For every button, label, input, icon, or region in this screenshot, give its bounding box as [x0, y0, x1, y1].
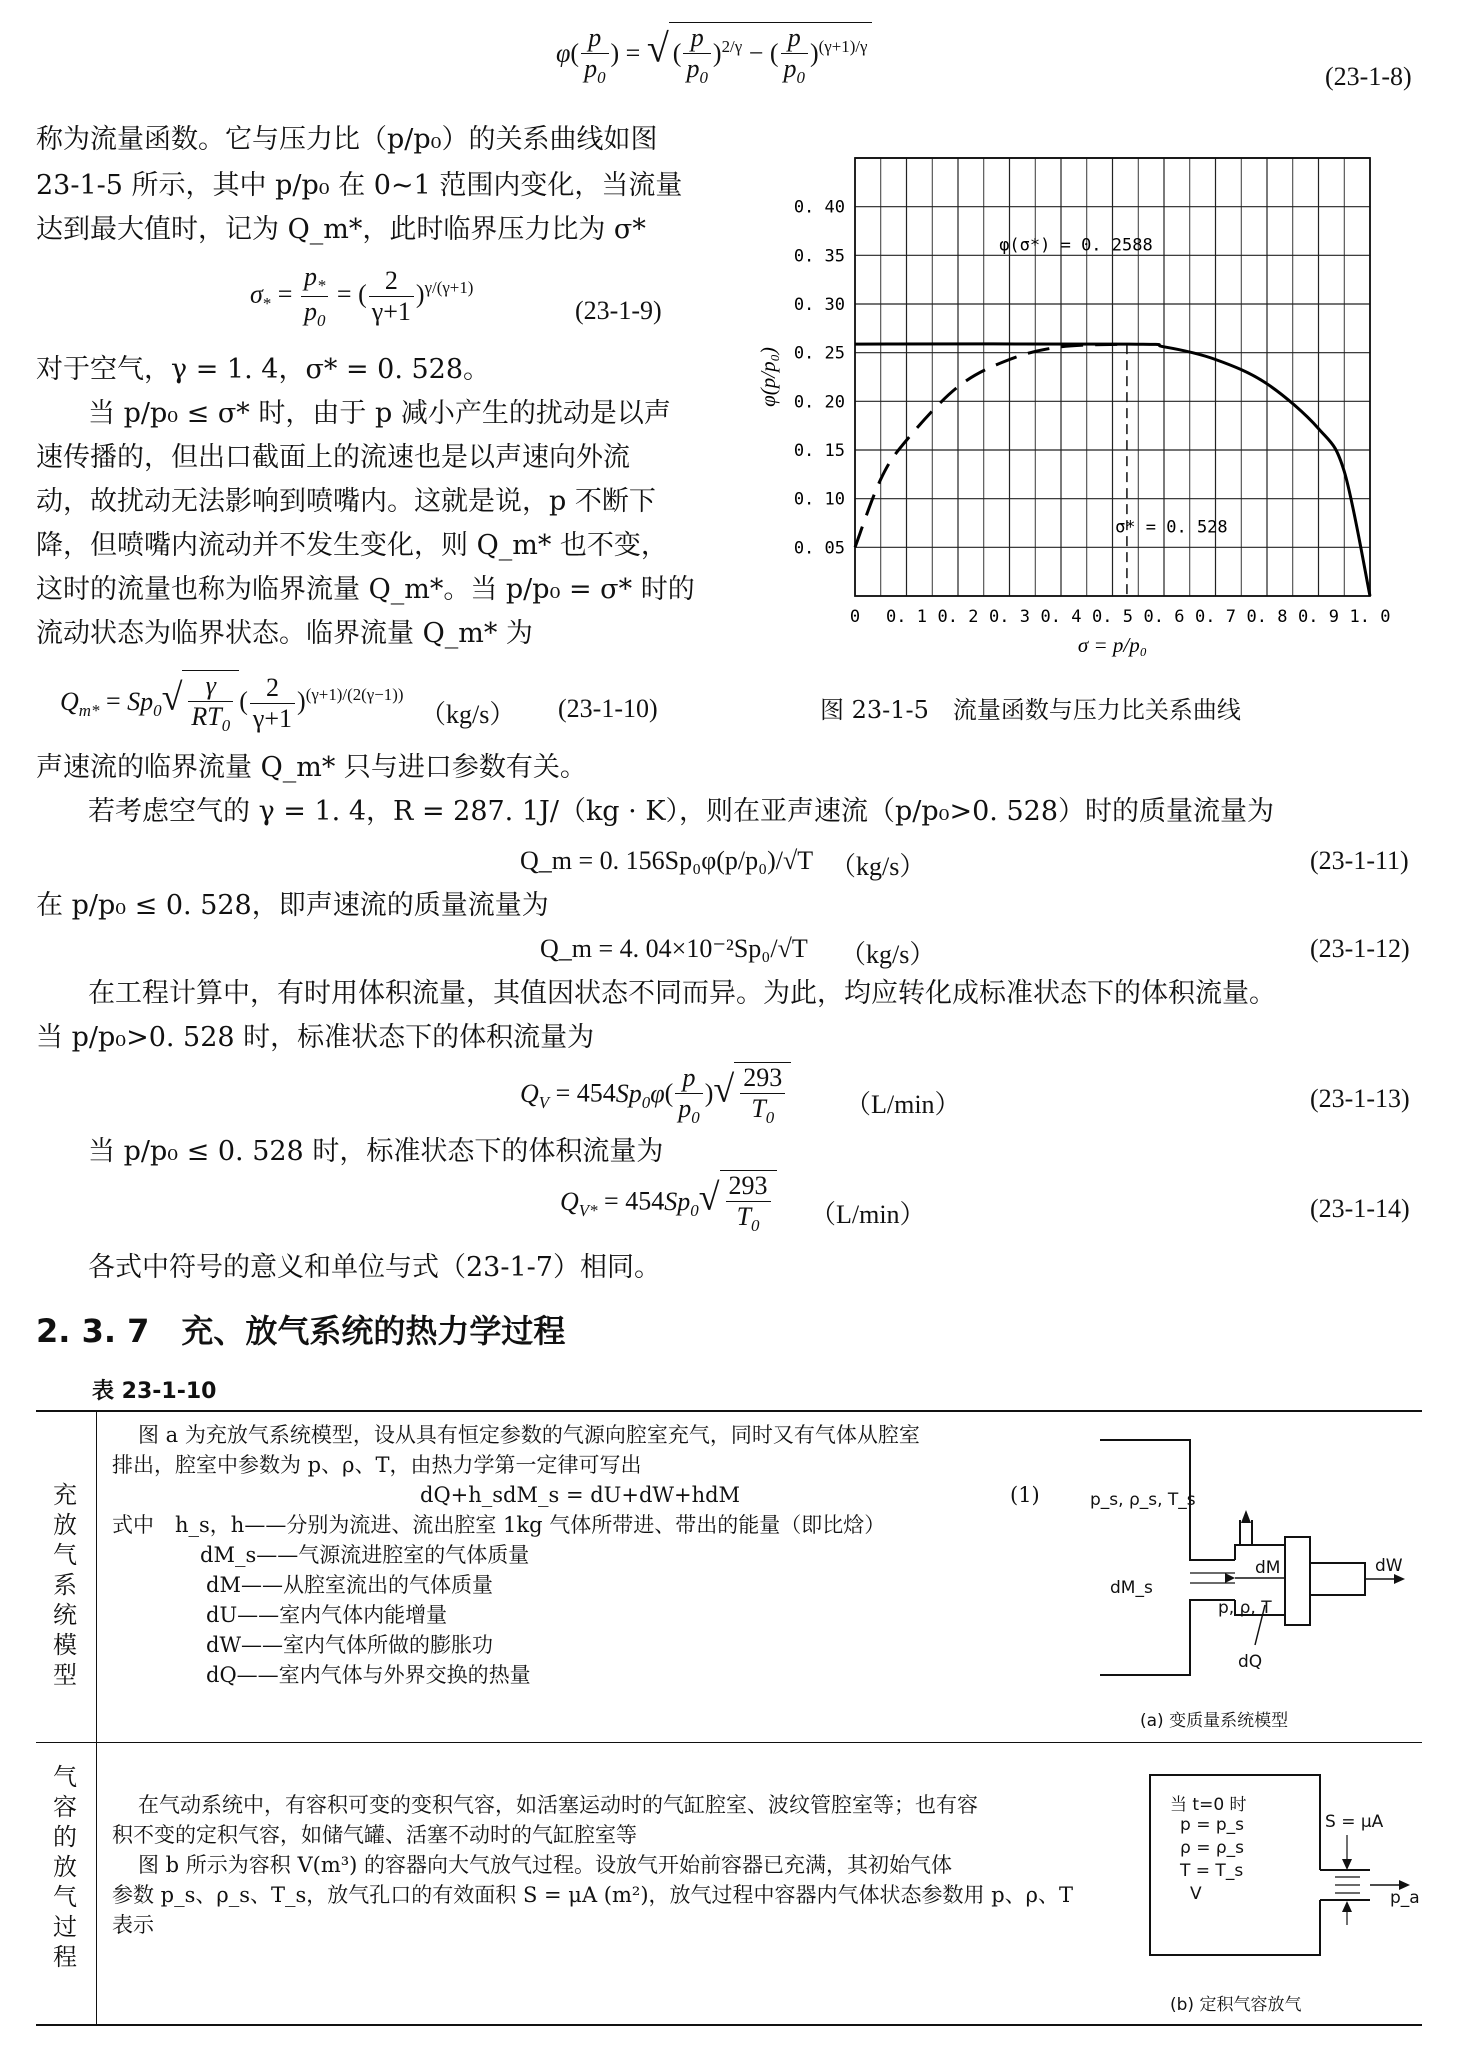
- paragraph-line: 动，故扰动无法影响到喷嘴内。这就是说，p 不断下: [36, 486, 656, 517]
- flow-function-chart: [730, 140, 1410, 720]
- y-tick-label: 0. 10: [793, 489, 845, 510]
- x-tick-label: 0. 2: [937, 607, 979, 627]
- paragraph-line: 对于空气，γ = 1. 4，σ* = 0. 528。: [36, 354, 491, 385]
- table-text-line: dM_s——气源流进腔室的气体质量: [200, 1543, 530, 1567]
- equation-number: (23-1-9): [575, 296, 662, 325]
- equation-number: (23-1-14): [1310, 1194, 1410, 1223]
- arrow-up-icon: [1241, 1510, 1251, 1523]
- equation-number: (23-1-13): [1310, 1084, 1410, 1113]
- y-tick-label: 0. 35: [793, 246, 845, 267]
- arrow-right-icon: [1225, 1573, 1235, 1583]
- x-tick-label: 0. 9: [1298, 607, 1339, 627]
- initial-condition-label: T = T_s: [1180, 1861, 1244, 1881]
- equation-23-1-10: $Q_{m*} = Sp_0√$ $\frac{\gamma}{RT_0}$ ( $\frac{2}{\gamma+1}$ )$^{(\gamma+1)/(2(\gamma-1))}$: [60, 671, 404, 736]
- x-tick-label: 0. 7: [1195, 607, 1236, 627]
- table-text-line: dM——从腔室流出的气体质量: [206, 1573, 493, 1597]
- critical-ratio-annotation: σ* = 0. 528: [1115, 517, 1228, 538]
- table-text-line: dW——室内气体所做的膨胀功: [206, 1633, 494, 1657]
- source-state-label: p_s, ρ_s, T_s: [1090, 1490, 1196, 1510]
- arrow-up-icon: [1342, 1901, 1352, 1912]
- paragraph-line: 在工程计算中，有时用体积流量，其值因状态不同而异。为此，均应转化成标准状态下的体积流量。: [88, 978, 1276, 1009]
- equation-number: (23-1-12): [1310, 934, 1410, 963]
- paragraph-line: 当 p/p₀ ≤ σ* 时，由于 p 减小产生的扰动是以声: [88, 398, 671, 429]
- y-tick-label: 0. 40: [793, 197, 845, 218]
- paragraph-line: 若考虑空气的 γ = 1. 4，R = 287. 1J/（kg · K），则在亚声速流（p/p₀>0. 528）时的质量流量为: [88, 796, 1274, 827]
- unit-label: （L/min）: [810, 1200, 926, 1229]
- figure-caption: 图 23-1-5 流量函数与压力比关系曲线: [820, 696, 1241, 724]
- x-tick-label: 0. 5: [1092, 607, 1133, 627]
- x-tick-label: 0. 8: [1246, 607, 1288, 627]
- x-tick-label: 0: [849, 607, 861, 627]
- y-axis-label: φ(p/p₀): [756, 347, 780, 407]
- table-text-line: dU——室内气体内能增量: [206, 1603, 448, 1627]
- dMs-label: dM_s: [1110, 1578, 1153, 1598]
- equation-number: (1): [1010, 1483, 1040, 1507]
- table-text-line: 排出，腔室中参数为 p、ρ、T，由热力学第一定律可写出: [112, 1453, 642, 1477]
- paragraph-line: 称为流量函数。它与压力比（p/p₀）的关系曲线如图: [36, 124, 658, 155]
- table-text-line: 图 a 为充放气系统模型，设从具有恒定参数的气源向腔室充气，同时又有气体从腔室: [138, 1423, 920, 1447]
- arrow-down-icon: [1342, 1859, 1352, 1870]
- x-tick-label: 1. 0: [1349, 607, 1391, 627]
- unit-label: （kg/s）: [840, 940, 936, 969]
- dM-label: dM: [1255, 1558, 1281, 1578]
- y-tick-label: 0. 20: [793, 392, 845, 413]
- paragraph-line: 降，但喷嘴内流动并不发生变化，则 Q_m* 也不变，: [36, 530, 668, 561]
- atmospheric-pressure-label: p_a: [1390, 1888, 1420, 1908]
- figure-caption: (b) 定积气容放气: [1170, 1995, 1302, 2015]
- x-tick-label: 0. 3: [989, 607, 1030, 627]
- paragraph-line: 流动状态为临界状态。临界流量 Q_m* 为: [36, 618, 533, 649]
- initial-condition-label: ρ = ρ_s: [1180, 1838, 1244, 1858]
- equation-23-1-11: Q_m = 0. 156Sp₀φ(p/p₀)/√T: [520, 846, 814, 875]
- table-equation: dQ+h_sdM_s = dU+dW+hdM: [420, 1483, 741, 1507]
- table-row-divider: [36, 1742, 1422, 1743]
- equation-number: (23-1-10): [558, 694, 658, 723]
- paragraph-line: 声速流的临界流量 Q_m* 只与进口参数有关。: [36, 752, 587, 783]
- y-tick-label: 0. 25: [793, 343, 845, 364]
- y-tick-label: 0. 05: [793, 538, 845, 559]
- table-text-line: dQ——室内气体与外界交换的热量: [206, 1663, 531, 1687]
- row-label: 气 容 的 放 气 过 程: [53, 1763, 77, 1971]
- x-axis-label: σ = p/p₀: [1077, 633, 1148, 657]
- equation-23-1-8: φ( $\frac{p}{p_0}$ ) = √ ( $\frac{p}{p_0}$ )$^{2/\gamma}$ − ( $\frac{p}{p_0}$ )$^{(\gamma+1)/\gamma}$: [556, 22, 872, 88]
- dQ-label: dQ: [1238, 1652, 1263, 1672]
- dashed-curve: [855, 344, 1127, 547]
- table-column-divider: [96, 1410, 97, 2024]
- paragraph-line: 在 p/p₀ ≤ 0. 528，即声速流的质量流量为: [36, 890, 549, 921]
- table-text-line: 式中 h_s，h——分别为流进、流出腔室 1kg 气体所带进、带出的能量（即比焓）: [112, 1513, 886, 1537]
- y-tick-label: 0. 15: [793, 441, 845, 461]
- initial-condition-label: p = p_s: [1180, 1815, 1244, 1835]
- chamber-state-label: p, ρ, T: [1218, 1598, 1272, 1618]
- paragraph-line: 速传播的，但出口截面上的流速也是以声速向外流: [36, 442, 630, 473]
- table-text-line: 表示: [112, 1913, 154, 1937]
- dW-label: dW: [1375, 1556, 1403, 1576]
- table-text-line: 参数 p_s、ρ_s、T_s，放气孔口的有效面积 S = μA (m²)，放气过程中容器内气体状态参数用 p、ρ、T: [112, 1883, 1073, 1907]
- unit-label: （kg/s）: [420, 700, 516, 729]
- table-title: 表 23-1-10: [92, 1379, 217, 1404]
- table-text-line: 积不变的定积气容，如储气罐、活塞不动时的气缸腔室等: [112, 1823, 637, 1847]
- unit-label: （L/min）: [845, 1090, 961, 1119]
- x-tick-label: 0. 1: [886, 607, 927, 627]
- orifice-area-label: S = μA: [1325, 1812, 1384, 1832]
- paragraph-line: 当 p/p₀ ≤ 0. 528 时，标准状态下的体积流量为: [88, 1136, 664, 1167]
- max-value-annotation: φ(σ*) = 0. 2588: [999, 235, 1153, 256]
- equation-23-1-13: $Q_V = 454Sp_0\varphi$( $\frac{p}{p_0}$ )√ $\frac{293}{T_0}$: [520, 1062, 791, 1128]
- paragraph-line: 这时的流量也称为临界流量 Q_m*。当 p/p₀ = σ* 时的: [36, 574, 695, 605]
- equation-23-1-14: $Q_{V*} = 454Sp_0√$ $\frac{293}{T_0}$: [560, 1170, 777, 1236]
- equation-23-1-9: $\sigma_*$ = $\frac{p_*}{p_0}$ = ( $\frac{2}{\gamma+1}$ )$^{\gamma/(\gamma+1)}$: [250, 262, 474, 331]
- equation-number: (23-1-8): [1325, 62, 1412, 91]
- table-text-line: 图 b 所示为容积 V(m³) 的容器向大气放气过程。设放气开始前容器已充满，其初始气体: [138, 1853, 953, 1877]
- table-bottom-rule: [36, 2024, 1422, 2026]
- constant-volume-vessel-diagram: [1130, 1755, 1420, 1980]
- paragraph-line: 各式中符号的意义和单位与式（23-1-7）相同。: [88, 1252, 661, 1283]
- section-title: 2. 3. 7 充、放气系统的热力学过程: [36, 1312, 566, 1350]
- initial-condition-label: 当 t=0 时: [1170, 1795, 1247, 1815]
- paragraph-line: 23-1-5 所示，其中 p/p₀ 在 0~1 范围内变化，当流量: [36, 170, 683, 201]
- figure-caption: (a) 变质量系统模型: [1140, 1711, 1289, 1731]
- table-text-line: 在气动系统中，有容积可变的变积气容，如活塞运动时的气缸腔室、波纹管腔室等；也有容: [138, 1793, 978, 1817]
- unit-label: （kg/s）: [830, 852, 926, 881]
- equation-23-1-12: Q_m = 4. 04×10⁻²Sp₀/√T: [540, 934, 808, 963]
- x-tick-label: 0. 4: [1040, 607, 1082, 627]
- paragraph-line: 当 p/p₀>0. 528 时，标准状态下的体积流量为: [36, 1022, 595, 1053]
- paragraph-line: 达到最大值时，记为 Q_m*，此时临界压力比为 σ*: [36, 214, 646, 245]
- equation-number: (23-1-11): [1310, 846, 1409, 875]
- x-tick-label: 0. 6: [1143, 607, 1185, 627]
- y-tick-label: 0. 30: [793, 295, 845, 315]
- table-top-rule: [36, 1410, 1422, 1412]
- volume-label: V: [1190, 1884, 1202, 1904]
- row-label: 充 放 气 系 统 模 型: [53, 1481, 77, 1689]
